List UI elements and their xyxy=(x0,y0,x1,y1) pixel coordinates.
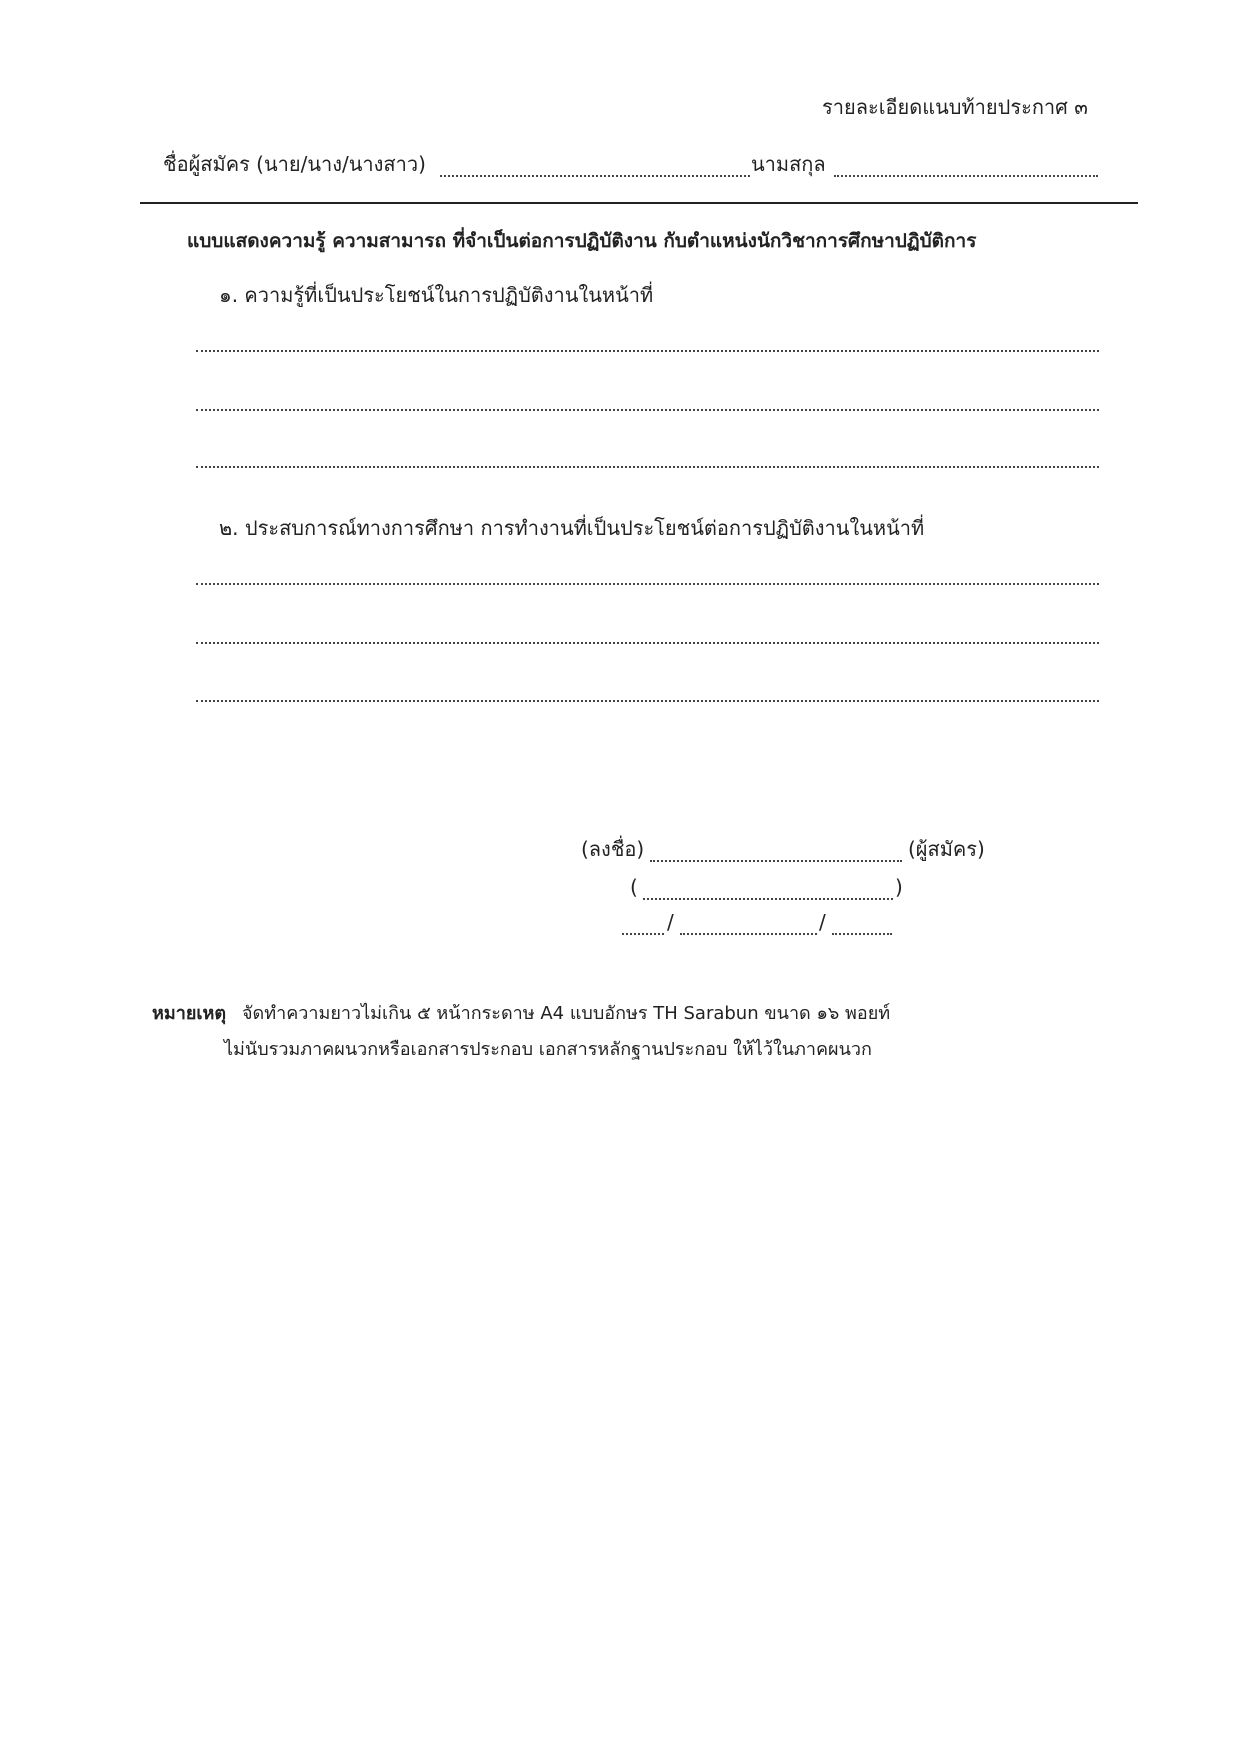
applicant-surname-label: นามสกุล xyxy=(751,152,826,176)
signature-field[interactable] xyxy=(650,860,902,862)
section-2-heading: ๒. ประสบการณ์ทางการศึกษา การทำงานที่เป็นประโยชน์ต่อการปฏิบัติงานในหน้าที่ xyxy=(219,516,925,540)
date-separator-1: / xyxy=(667,910,674,934)
section-1-answer-line-1[interactable] xyxy=(196,350,1099,352)
note-line-1: จัดทำความยาวไม่เกิน ๕ หน้ากระดาษ A4 แบบอักษร TH Sarabun ขนาด ๑๖ พอยท์ xyxy=(242,1003,891,1024)
signature-label: (ลงชื่อ) xyxy=(581,837,645,861)
form-title: แบบแสดงความรู้ ความสามารถ ที่จำเป็นต่อการปฏิบัติงาน กับตำแหน่งนักวิชาการศึกษาปฏิบัติการ xyxy=(187,230,977,252)
printed-name-open-paren: ( xyxy=(630,875,638,899)
section-2-answer-line-3[interactable] xyxy=(196,700,1099,702)
applicant-name-field[interactable] xyxy=(440,175,750,177)
section-1-heading: ๑. ความรู้ที่เป็นประโยชน์ในการปฏิบัติงานในหน้าที่ xyxy=(219,283,654,307)
note-line-2: ไม่นับรวมภาคผนวกหรือเอกสารประกอบ เอกสารหลักฐานประกอบ ให้ไว้ในภาคผนวก xyxy=(224,1039,872,1060)
date-separator-2: / xyxy=(819,910,826,934)
section-2-answer-line-2[interactable] xyxy=(196,642,1099,644)
printed-name-field[interactable] xyxy=(643,898,893,900)
section-2-answer-line-1[interactable] xyxy=(196,583,1099,585)
annex-reference: รายละเอียดแนบท้ายประกาศ ๓ xyxy=(822,95,1088,119)
note-label: หมายเหตุ xyxy=(152,1003,227,1024)
section-1-answer-line-2[interactable] xyxy=(196,409,1099,411)
signature-role-label: (ผู้สมัคร) xyxy=(908,837,985,861)
date-year-field[interactable] xyxy=(832,933,892,935)
printed-name-close-paren: ) xyxy=(895,875,903,899)
date-day-field[interactable] xyxy=(622,933,664,935)
applicant-surname-field[interactable] xyxy=(834,175,1098,177)
header-divider xyxy=(140,202,1138,204)
date-month-field[interactable] xyxy=(680,933,817,935)
applicant-name-label: ชื่อผู้สมัคร (นาย/นาง/นางสาว) xyxy=(163,152,426,176)
section-1-answer-line-3[interactable] xyxy=(196,466,1099,468)
